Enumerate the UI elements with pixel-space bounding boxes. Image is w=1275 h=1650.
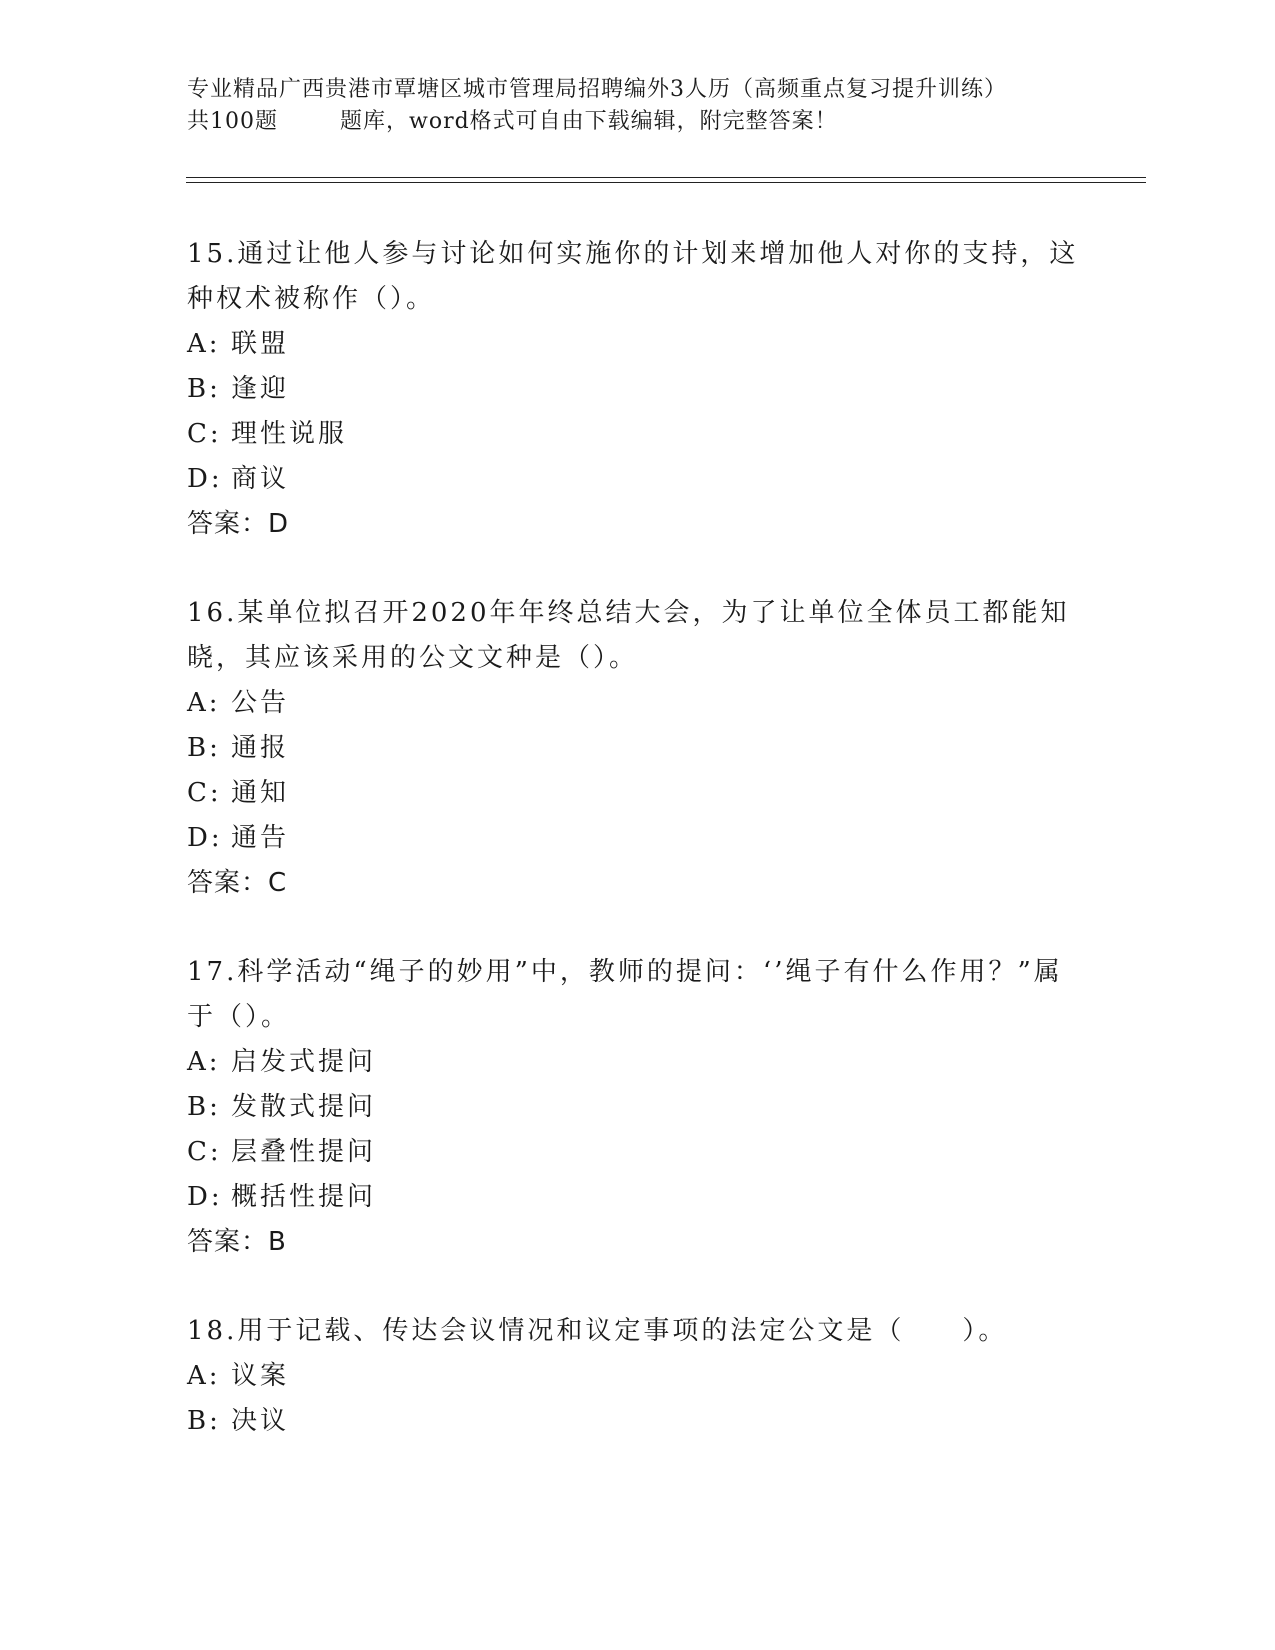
option-b bbox=[187, 1085, 1087, 1130]
option-text: 联盟 bbox=[231, 329, 290, 359]
option-d bbox=[187, 816, 1087, 861]
question-item bbox=[187, 1309, 1087, 1444]
question-stem: 15.通过让他人参与讨论如何实施你的计划来增加他人对你的支持，这种权术被称作（）。 bbox=[187, 239, 1079, 314]
option-text: 通知 bbox=[231, 778, 290, 808]
option-b bbox=[187, 367, 1087, 412]
option-text: 决议 bbox=[231, 1406, 290, 1436]
option-text: 概括性提问 bbox=[231, 1182, 377, 1212]
option-text: 商议 bbox=[231, 464, 290, 494]
option-key: B: bbox=[187, 1406, 221, 1436]
document-header bbox=[187, 74, 1087, 138]
option-c bbox=[187, 771, 1087, 816]
option-key: B: bbox=[187, 733, 221, 763]
option-a bbox=[187, 1040, 1087, 1085]
option-c bbox=[187, 412, 1087, 457]
option-text: 通告 bbox=[231, 823, 290, 853]
option-key: C: bbox=[187, 1137, 222, 1167]
header-divider-bottom bbox=[186, 182, 1146, 183]
header-subtitle bbox=[187, 106, 1087, 138]
option-text: 发散式提问 bbox=[231, 1092, 377, 1122]
option-text: 议案 bbox=[231, 1361, 290, 1391]
option-a bbox=[187, 681, 1087, 726]
option-key: A: bbox=[187, 1361, 221, 1391]
option-text: 通报 bbox=[231, 733, 290, 763]
option-key: D: bbox=[187, 464, 223, 494]
answer-label: 答案：C bbox=[187, 868, 288, 898]
option-text: 公告 bbox=[231, 688, 290, 718]
option-text: 启发式提问 bbox=[231, 1047, 377, 1077]
option-key: B: bbox=[187, 1092, 221, 1122]
option-text: 层叠性提问 bbox=[231, 1137, 377, 1167]
option-a bbox=[187, 322, 1087, 367]
option-b bbox=[187, 1399, 1087, 1444]
option-key: D: bbox=[187, 1182, 223, 1212]
header-description: 题库，word格式可自由下载编辑，附完整答案！ bbox=[340, 109, 838, 134]
header-count: 共100题 bbox=[187, 109, 278, 134]
option-key: A: bbox=[187, 329, 221, 359]
option-key: C: bbox=[187, 419, 222, 449]
option-key: A: bbox=[187, 688, 221, 718]
option-d bbox=[187, 457, 1087, 502]
question-stem: 16.某单位拟召开2020年年终总结大会，为了让单位全体员工都能知晓，其应该采用的公文文种是（）。 bbox=[187, 598, 1070, 673]
question-item bbox=[187, 591, 1087, 906]
question-stem: 17.科学活动“绳子的妙用”中，教师的提问：‘’绳子有什么作用？”属于（）。 bbox=[187, 957, 1063, 1032]
question-stem: 18.用于记载、传达会议情况和议定事项的法定公文是（ ）。 bbox=[187, 1316, 1008, 1346]
option-b bbox=[187, 726, 1087, 771]
answer-label: 答案：D bbox=[187, 509, 290, 539]
option-text: 逢迎 bbox=[231, 374, 290, 404]
option-text: 理性说服 bbox=[231, 419, 348, 449]
question-list bbox=[187, 232, 1087, 1488]
option-c bbox=[187, 1130, 1087, 1175]
header-title: 专业精品广西贵港市覃塘区城市管理局招聘编外3人历（高频重点复习提升训练） bbox=[187, 77, 1007, 102]
question-item bbox=[187, 232, 1087, 547]
question-item bbox=[187, 950, 1087, 1265]
option-key: B: bbox=[187, 374, 221, 404]
option-key: A: bbox=[187, 1047, 221, 1077]
option-key: C: bbox=[187, 778, 222, 808]
header-divider-top bbox=[186, 177, 1146, 178]
option-d bbox=[187, 1175, 1087, 1220]
answer-label: 答案：B bbox=[187, 1227, 287, 1257]
option-key: D: bbox=[187, 823, 223, 853]
option-a bbox=[187, 1354, 1087, 1399]
